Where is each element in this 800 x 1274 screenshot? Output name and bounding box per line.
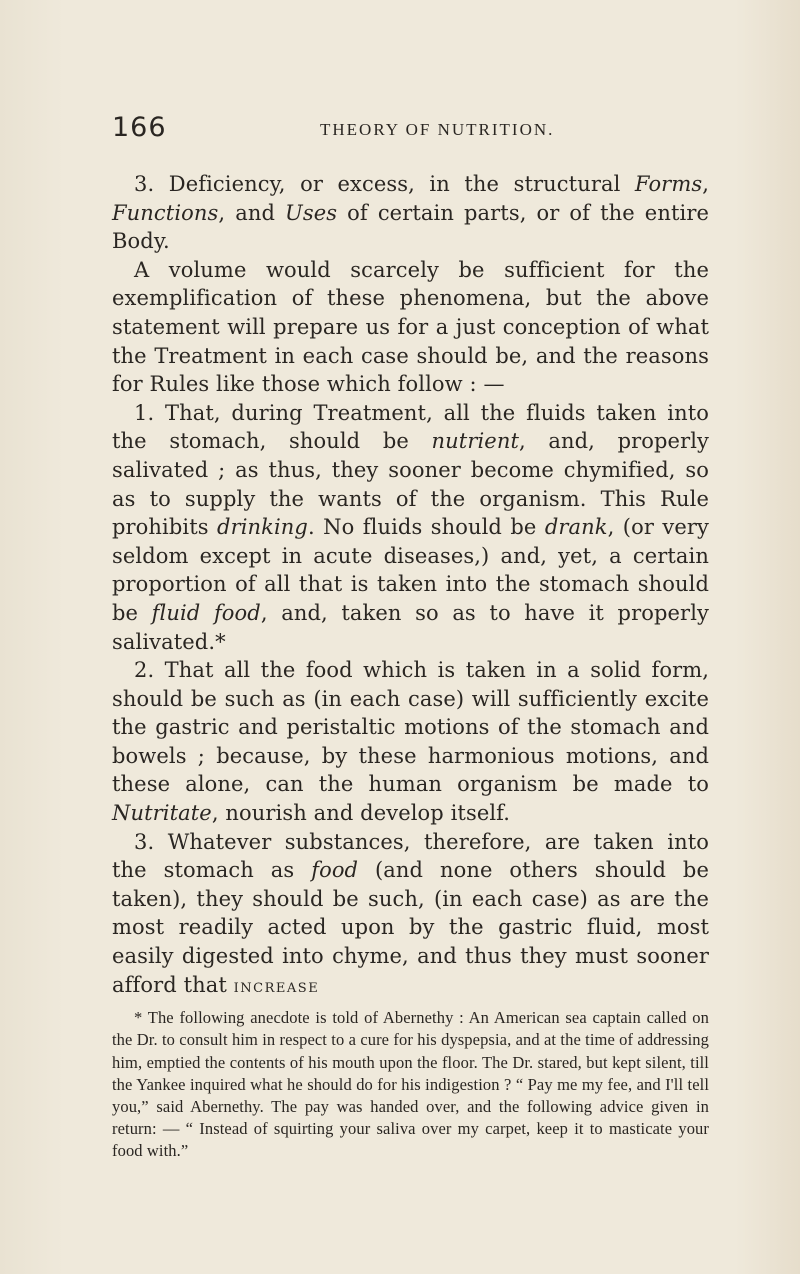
paragraph-rule-3: 3. Whatever substances, therefore, are taken into the stomach as food (and none others should be taken), they should be such, (in each case) as are the most readily acted upon by the gastric fluid, most easily digested into chyme, and thus they must sooner afford that increase [112,829,710,997]
page-header [112,112,712,148]
paragraph-volume: A volume would scarcely be sufficient for the exemplification of these phenomena, but the above statement will prepare us for a just conception of what the Treatment in each case should be, and the reasons for Rules like those which follow : — [112,257,709,397]
footnote: * The following anecdote is told of Abernethy : An American sea captain called on the Dr. to consult him in respect to a cure for his dyspepsia, and at the time of addressing him, emptied the contents of his mouth upon the floor. The Dr. stared, but kept silent, till the Yankee inquired what he should do for his indigestion ? “ Pay me my fee, and I'll tell you,” said Abernethy. The pay was handed over, and the following advice given in return: — “ Instead of squirting your saliva over my carpet, keep it to masticate your food with.” [112,1008,709,1161]
paragraph-rule-1: 1. That, during Treatment, all the fluids taken into the stomach, should be nutrient, and, properly salivated ; as thus, they sooner become chymified, so as to supply the wants of the organism. This Rule prohibits drinking. No fluids should be drank, (or very seldom except in acute diseases,) and, yet, a certain proportion of all that is taken into the stomach should be fluid food, and, taken so as to have it properly salivated.* [112,400,709,654]
paragraph-rule-2: 2. That all the food which is taken in a solid form, should be such as (in each case) will sufficiently excite the gastric and peristaltic motions of the stomach and bowels ; because, by these harmonious motions, and these alone, can the human organism be made to Nutritate, nourish and develop itself. [112,658,709,826]
paragraph-deficiency: 3. Deficiency, or excess, in the structural Forms, Functions, and Uses of certain parts, or of the entire Body. [112,172,709,254]
running-head: THEORY OF NUTRITION. [320,120,555,139]
body-text [112,170,709,1163]
page-number: 166 [112,112,167,143]
